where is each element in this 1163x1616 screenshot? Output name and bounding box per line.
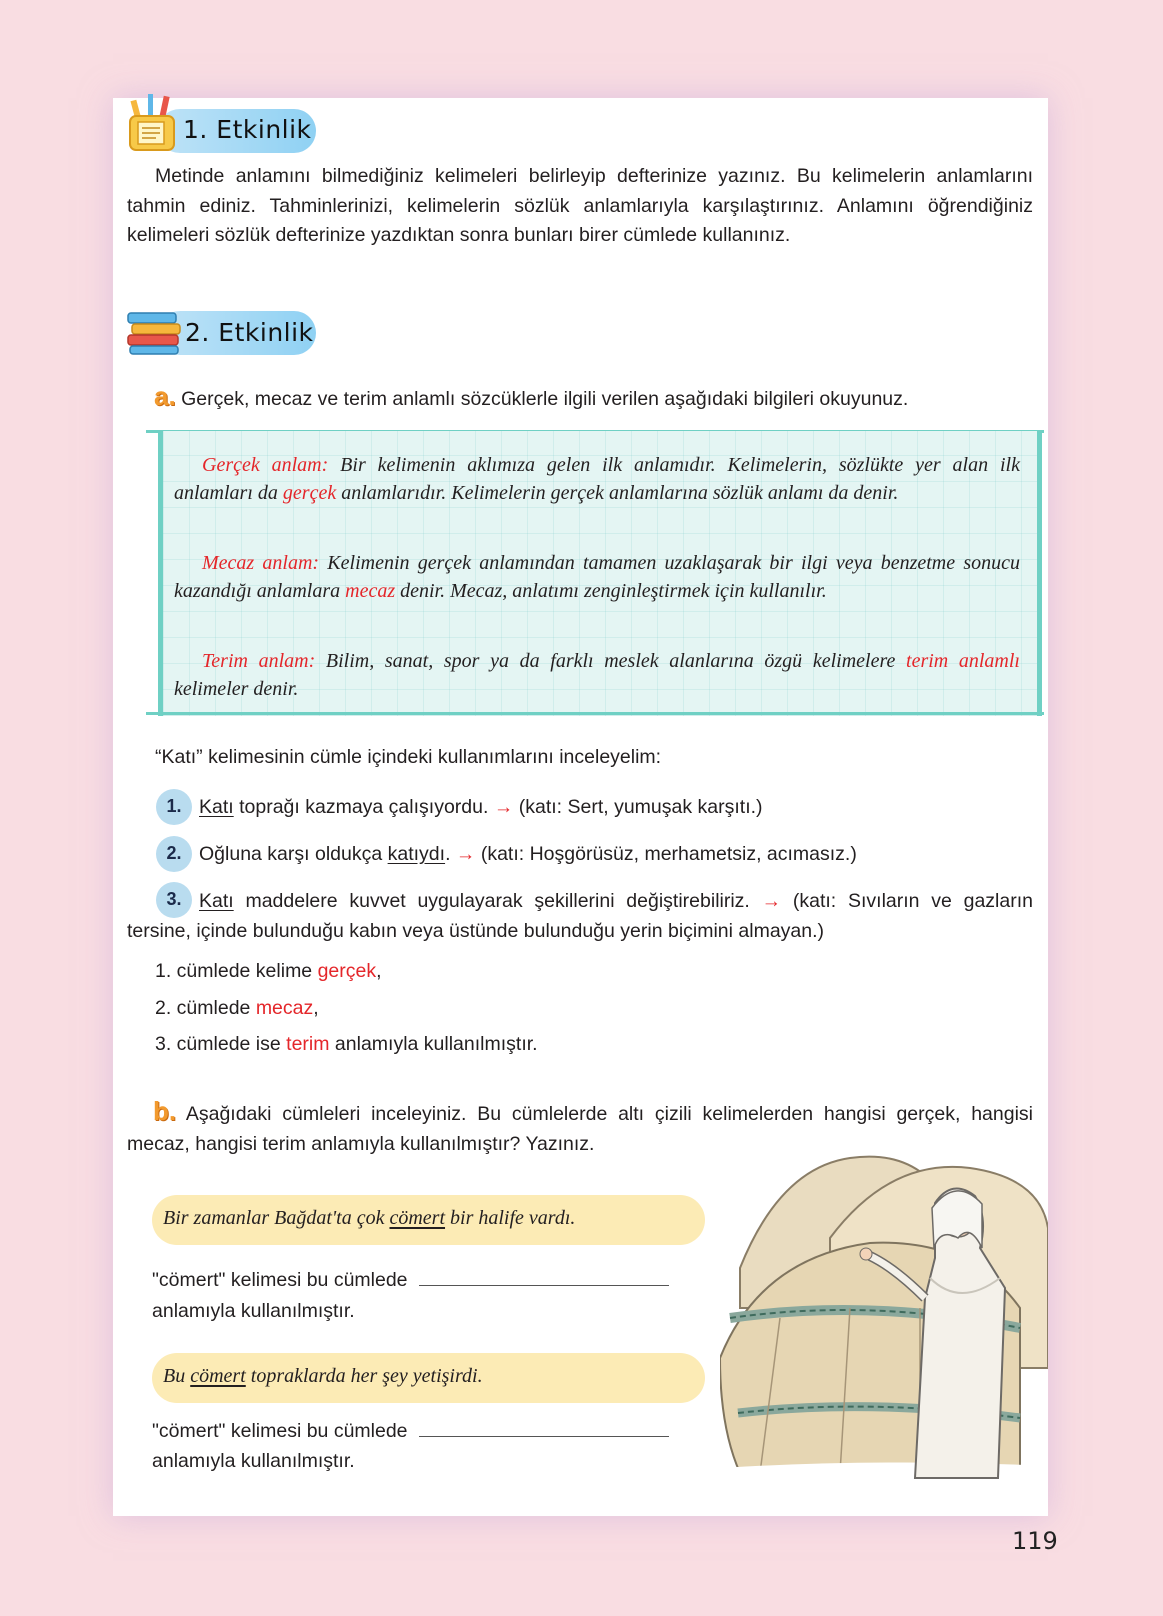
summary-text: , [376, 960, 382, 982]
underlined-word: katıydı [387, 843, 446, 865]
answer-suffix: anlamıyla kullanılmıştır. [152, 1450, 355, 1472]
part-a-letter: a. [154, 381, 176, 411]
info-box-bottom-line [146, 712, 1044, 715]
highlight-word: gerçek [282, 482, 337, 504]
example-note: (katı: Sert, yumuşak karşıtı.) [513, 796, 763, 818]
yurt-woman-illustration [720, 1148, 1048, 1484]
highlight-word: mecaz [255, 997, 314, 1019]
kati-intro: “Katı” kelimesinin cümle içindeki kullanımlarını inceleyelim: [155, 746, 662, 768]
part-a-instruction: Gerçek, mecaz ve terim anlamlı sözcüklerle ilgili verilen aşağıdaki bilgileri okuyunuz. [181, 388, 909, 410]
definition-text: denir. Mecaz, anlatımı zenginleştirmek için kullanılır. [395, 580, 827, 602]
example-note: (katı: Hoşgörüsüz, merhametsiz, acımasız.) [475, 843, 857, 865]
summary-text: , [313, 997, 319, 1019]
part-b-letter: b. [153, 1096, 177, 1126]
example-text: toprağı kazmaya çalışıyordu. [233, 796, 494, 818]
example-text: Oğluna karşı oldukça [199, 843, 388, 865]
underlined-word: Katı [199, 796, 234, 818]
answer-row-2 [152, 1417, 669, 1447]
underlined-word: cömert [389, 1207, 446, 1229]
term-mecaz: Mecaz anlam: [202, 552, 320, 574]
activity1-instructions: Metinde anlamını bilmediğiniz kelimeleri belirleyip defterinize yazınız. Bu kelimelerin anlamlarını tahmin ediniz. Tahminlerinizi, kelimelerin sözlük anlamlarıyla karşılaştırınız. Anlamını öğrendiğiniz kelimeleri sözlük defterinize yazdıktan sonra bunları birer cümlede kullanınız. [127, 165, 1033, 246]
page-number: 119 [1012, 1527, 1058, 1555]
term-terim: Terim anlam: [202, 650, 316, 672]
answer-row-1 [152, 1266, 669, 1296]
answer-prompt: "cömert" kelimesi bu cümlede [152, 1269, 408, 1291]
example-2 [199, 840, 857, 870]
arrow-icon: → [761, 890, 782, 912]
underlined-word: cömert [190, 1365, 246, 1387]
activity2-title: 2. Etkinlik [185, 318, 314, 347]
highlight-word: terim anlamlı [906, 650, 1020, 672]
number-badge: 2. [156, 836, 192, 872]
definition-text: Kelimenin gerçek anlamından tamamen uzaklaşarak bir ilgi veya benzetme sonucu kazandığı anlamlara [174, 552, 1021, 602]
summary-text: 1. cümlede kelime [155, 960, 318, 982]
example-text: . [445, 843, 456, 865]
term-real: Gerçek anlam: [202, 454, 329, 476]
sentence-text: Bu [163, 1365, 191, 1387]
highlight-word: mecaz [345, 580, 396, 602]
arrow-icon: → [493, 796, 514, 818]
summary-line-3 [155, 1030, 538, 1060]
number-badge: 1. [156, 789, 192, 825]
sentence-1 [163, 1207, 575, 1230]
definition-text: anlamlarıdır. Kelimelerin gerçek anlamlarına sözlük anlamı da denir. [336, 482, 899, 504]
definition-real [174, 451, 1020, 507]
definition-text: kelimeler denir. [174, 678, 299, 700]
example-3 [127, 887, 1033, 946]
answer-blank[interactable] [419, 1435, 669, 1437]
sentence-2 [163, 1365, 483, 1388]
summary-text: 3. cümlede ise [155, 1033, 287, 1055]
example-1 [199, 793, 763, 823]
definition-text: Bir kelimenin aklımıza gelen ilk anlamıdır. Kelimelerin, sözlükte yer alan ilk anlamları da [174, 454, 1020, 504]
activity1-title: 1. Etkinlik [183, 115, 312, 144]
part-a-instruction-row [154, 382, 1034, 415]
pencil-cup-icon [126, 94, 180, 154]
summary-text: anlamıyla kullanılmıştır. [329, 1033, 538, 1055]
definition-mecaz [174, 549, 1020, 605]
number-badge: 3. [156, 882, 192, 918]
highlight-word: terim [286, 1033, 330, 1055]
answer-blank[interactable] [419, 1284, 669, 1286]
summary-line-2 [155, 994, 319, 1024]
summary-line-1 [155, 957, 382, 987]
example-text: maddelere kuvvet uygulayarak şekillerini değiştirebiliriz. [233, 890, 762, 912]
highlight-word: gerçek [317, 960, 377, 982]
sentence-text: bir halife vardı. [445, 1207, 576, 1229]
part-b-instruction: Aşağıdaki cümleleri inceleyiniz. Bu cümlelerde altı çizili kelimelerden hangisi gerçek, hangisi mecaz, hangisi terim anlamıyla kullanılmıştır? Yazınız. [127, 1103, 1034, 1155]
definition-text: Bilim, sanat, spor ya da farklı meslek alanlarına özgü kelimelere [315, 650, 907, 672]
answer-suffix: anlamıyla kullanılmıştır. [152, 1300, 355, 1322]
sentence-text: topraklarda her şey yetişirdi. [245, 1365, 483, 1387]
summary-text: 2. cümlede [155, 997, 256, 1019]
answer-prompt: "cömert" kelimesi bu cümlede [152, 1420, 408, 1442]
sentence-text: Bir zamanlar Bağdat'ta çok [163, 1207, 390, 1229]
arrow-icon: → [455, 843, 476, 865]
books-stack-icon [126, 309, 184, 355]
definition-terim [174, 647, 1020, 703]
example-note: (katı: Sıvıların ve gazların tersine, içinde bulunduğu kabın veya üstünde bulunduğu yerin biçimini almayan.) [127, 890, 1033, 942]
underlined-word: Katı [199, 890, 234, 912]
